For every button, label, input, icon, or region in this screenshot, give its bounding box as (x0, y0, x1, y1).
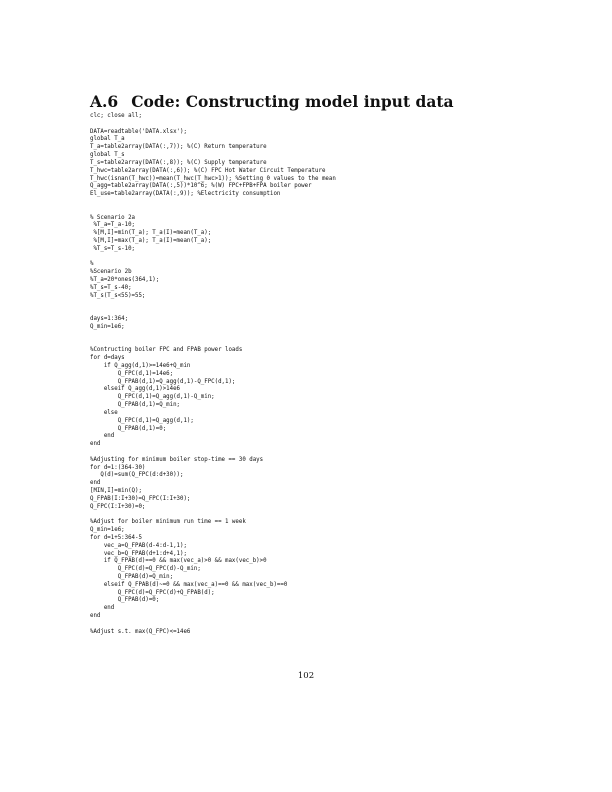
code-line: if Q_FPAB(d)==0 && max(vec_a)>0 && max(vec_b)>0 (90, 558, 267, 565)
section-heading (90, 93, 454, 111)
code-line: %T_s(T_s<55)=55; (90, 292, 146, 299)
code-line: Q_FPAB(d,1)=Q_agg(d,1)-Q_FPC(d,1); (90, 378, 236, 385)
code-line: elseif Q_FPAB(d)~=0 && max(vec_a)==0 && max(vec_b)==0 (90, 581, 288, 588)
code-line: Q_FPC(d,1)=14e6; (90, 370, 174, 377)
code-line: %Adjust s.t. max(Q_FPC)<=14e6 (90, 628, 191, 635)
code-line (90, 301, 336, 309)
code-line: for d=days (90, 355, 125, 362)
code-line (90, 308, 336, 316)
code-line: Q_FPAB(d,1)=Q_min; (90, 402, 181, 409)
code-line: end (90, 441, 101, 448)
code-line (90, 121, 336, 129)
code-line: %T_a=20*ones(364,1); (90, 277, 160, 284)
code-line: T_hwc(isnan(T_hwc))=mean(T_hwc(T_hwc>1)); %Setting 0 values to the mean (90, 175, 336, 182)
section-title: Code: Constructing model input data (131, 92, 454, 111)
code-line (90, 332, 336, 340)
code-line: % Scenario 2a (90, 214, 136, 221)
code-line: Q_agg=table2array(DATA(:,5))*10^6; %(W) FPC+FPB+FPA boiler power (90, 183, 312, 190)
code-line: T_s=table2array(DATA(:,8)); %(C) Supply temperature (90, 159, 267, 166)
code-line: clc; close all; (90, 113, 142, 119)
code-line: DATA=readtable('DATA.xlsx'); (90, 128, 187, 135)
code-line: for d=1:(364-30) (90, 464, 146, 471)
code-line: %T_s=T_s-10; (90, 245, 136, 252)
code-line: days=1:364; (90, 316, 129, 323)
code-listing (90, 113, 336, 636)
code-line: else (90, 409, 118, 416)
code-line: %Contructing boiler FPC and FPAB power loads (90, 347, 243, 354)
code-line: %Scenario 2b (90, 269, 132, 276)
code-line: Q_FPAB(d,1)=0; (90, 425, 167, 432)
code-line: Q_FPAB(d)=Q_min; (90, 573, 174, 580)
code-line: end (90, 480, 101, 487)
code-line: global T_s (90, 152, 125, 159)
code-line: Q_min=1e6; (90, 527, 125, 534)
code-line: Q(d)=sum(Q_FPC(d:d+30)); (90, 472, 184, 479)
code-line: end (90, 613, 101, 619)
code-line: elseif Q_agg(d,1)>14e6 (90, 386, 181, 393)
code-line: T_a=table2array(DATA(:,7)); %(C) Return temperature (90, 144, 267, 151)
code-line: %T_a=T_a-10; (90, 222, 136, 229)
code-line (90, 449, 336, 457)
code-line: end (90, 433, 115, 440)
code-line: for d=1+5:364-5 (90, 534, 142, 541)
code-line: [MIN,I]=min(Q); (90, 488, 142, 494)
code-line: Q_FPC(d)=Q_FPC(d)-Q_min; (90, 566, 201, 573)
code-line (90, 199, 336, 207)
code-line: vec_b=Q_FPAB(d+1:d+4,1); (90, 550, 187, 557)
page-number: 102 (297, 671, 315, 681)
code-line: Q_FPC(I:I+30)=0; (90, 503, 146, 510)
code-line: %[M,I]=min(T_a); T_a(I)=mean(T_a); (90, 230, 212, 237)
section-number: A.6 (90, 92, 119, 111)
code-line: Q_FPAB(d)=0; (90, 597, 160, 604)
code-line: T_hwc=table2array(DATA(:,6)); %(C) FPC Hot Water Circuit Temperature (90, 167, 326, 174)
code-line: %Adjusting for minimum boiler stop-time == 30 days (90, 456, 264, 463)
code-line (90, 340, 336, 348)
code-line: El_use=table2array(DATA(:,9)); %Electricity consumption (90, 191, 281, 198)
code-line: Q_min=1e6; (90, 323, 125, 330)
code-line (90, 511, 336, 519)
code-line: % (90, 261, 94, 268)
code-line: vec_a=Q_FPAB(d-4:d-1,1); (90, 542, 187, 549)
code-line: Q_FPC(d,1)=Q_agg(d,1)-Q_min; (90, 394, 215, 401)
code-line: if Q_agg(d,1)>=14e6+Q_min (90, 363, 191, 369)
code-line: Q_FPC(d,1)=Q_agg(d,1); (90, 417, 194, 424)
code-line: Q_FPAB(I:I+30)=Q_FPC(I:I+30); (90, 495, 191, 502)
code-line: %[M,I]=max(T_a); T_a(I)=mean(T_a); (90, 238, 212, 244)
code-line (90, 254, 336, 262)
code-line (90, 621, 336, 629)
code-line (90, 207, 336, 215)
code-line: Q_FPC(d)=Q_FPC(d)+Q_FPAB(d); (90, 589, 215, 596)
code-line: global T_a (90, 136, 125, 143)
code-line: end (90, 605, 115, 612)
code-line: %T_s=T_s-40; (90, 284, 132, 291)
code-line: %Adjust for boiler minimum run time == 1 week (90, 519, 246, 526)
